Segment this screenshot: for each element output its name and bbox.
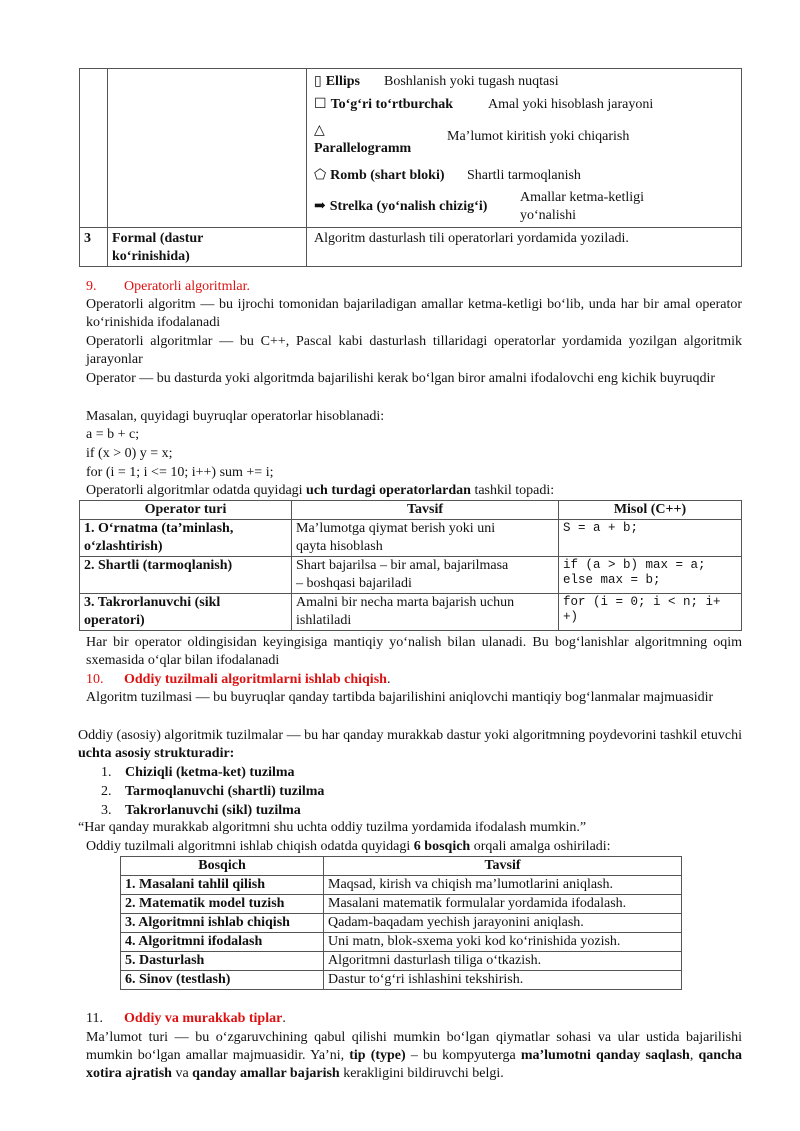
paragraph: Oddiy (asosiy) algoritmik tuzilmalar — bu har qanday murakkab dastur yoki algoritmning poydevorini tashkil etuvchi uchta asosiy strukturadir: <box>78 728 742 761</box>
paragraph: Operatorli algoritmlar odatda quyidagi uch turdagi operatorlardan tashkil topadi: <box>86 483 555 498</box>
shape-parallelogram: △ Parallelogramm Ma’lumot kiritish yoki chiqarish <box>314 123 630 156</box>
table-header-row: Operator turi Tavsif Misol (C++) <box>80 501 742 520</box>
shape-rectangle: ☐ To‘g‘ri to‘rtburchak Amal yoki hisoblash jarayoni <box>314 97 654 112</box>
table-row: 3. Algoritmni ishlab chiqish Qadam-baqadam yechish jarayonini aniqlash. <box>121 914 682 933</box>
table-row: 5. Dasturlash Algoritmni dasturlash tiliga o‘tkazish. <box>121 952 682 971</box>
structures-list <box>101 764 324 821</box>
shape-arrow: ➡ Strelka (yo‘nalish chizig‘i) Amallar ketma-ketligi yo‘nalishi <box>314 190 645 223</box>
section-10-heading: 10. Oddiy tuzilmali algoritmlarni ishlab chiqish. <box>86 672 391 687</box>
shape-ellips: ▯ Ellips Boshlanish yoki tugash nuqtasi <box>314 74 559 89</box>
code-line: a = b + c; <box>86 427 140 442</box>
code-line: if (x > 0) y = x; <box>86 446 173 461</box>
paragraph: Oddiy tuzilmali algoritmni ishlab chiqish odatda quyidagi 6 bosqich orqali amalga oshiriladi: <box>86 839 611 854</box>
paragraph: Masalan, quyidagi buyruqlar operatorlar hisoblanadi: <box>86 409 385 424</box>
flowchart-shapes-table <box>79 68 742 267</box>
table-row: 1. Masalani tahlil qilish Maqsad, kirish va chiqish ma’lumotlarini aniqlash. <box>121 876 682 895</box>
arrow-right-icon: ➡ <box>314 199 326 214</box>
table-row: 6. Sinov (testlash) Dastur to‘g‘ri ishlashini tekshirish. <box>121 971 682 990</box>
steps-table <box>120 856 682 990</box>
quote: “Har qanday murakkab algoritmni shu uchta oddiy tuzilma yordamida ifodalash mumkin.” <box>78 820 587 835</box>
paragraph: Operatorli algoritmlar — bu C++, Pascal kabi dasturlash tillaridagi operatorlar yordamida yozilgan algoritmik jarayonlar <box>86 334 742 367</box>
section-9-heading: 9. Operatorli algoritmlar. <box>86 279 250 294</box>
operator-types-table <box>79 500 742 631</box>
paragraph: Operator — bu dasturda yoki algoritmda bajarilishi kerak bo‘lgan biror amalni ifodalovchi eng kichik buyruqdir <box>86 371 716 386</box>
ellipse-icon: ▯ <box>314 74 322 89</box>
table-row: 2. Matematik model tuzish Masalani matematik formulalar yordamida ifodalash. <box>121 895 682 914</box>
paragraph: Operatorli algoritm — bu ijrochi tomonidan bajariladigan amallar ketma-ketligi bo‘lib, unda har bir amal operator ko‘rinishida ifodalanadi <box>86 297 742 330</box>
table-row: 3 Formal (dastur ko‘rinishida) Algoritm dasturlash tili operatorlari yordamida yoziladi. <box>80 228 742 267</box>
list-item: 1. Chiziqli (ketma-ket) tuzilma <box>101 765 295 780</box>
section-11-heading: 11. Oddiy va murakkab tiplar. <box>86 1011 286 1026</box>
table-row: 1. O‘rnatma (ta’minlash, o‘zlashtirish) Ma’lumotga qiymat berish yoki uni qayta hisoblash S = a + b; <box>80 520 742 557</box>
triangle-icon: △ <box>314 123 325 138</box>
list-item: 2. Tarmoqlanuvchi (shartli) tuzilma <box>101 784 325 799</box>
table-row: 4. Algoritmni ifodalash Uni matn, blok-sxema yoki kod ko‘rinishida yozish. <box>121 933 682 952</box>
table-header-row: Bosqich Tavsif <box>121 857 682 876</box>
shape-romb: ⬠ Romb (shart bloki) Shartli tarmoqlanish <box>314 168 581 183</box>
paragraph: Ma’lumot turi — bu o‘zgaruvchining qabul qilishi mumkin bo‘lgan qiymatlar sohasi va ular ustida bajarilishi mumkin bo‘lgan amallar majmuasidir. Ya’ni, tip (type) – bu kompyuterga ma’lumotni qanday saqlash, qancha xotira ajratish va qanday amallar bajarish kerakligini bildiruvchi belgi. <box>86 1030 743 1081</box>
paragraph: Algoritm tuzilmasi — bu buyruqlar qanday tartibda bajarilishini aniqlovchi mantiqiy bog‘lanmalar majmuasidir <box>86 690 714 705</box>
paragraph: Har bir operator oldingisidan keyingisiga mantiqiy yo‘nalish bilan ulanadi. Bu bog‘lanishlar algoritmning oqim sxemasida o‘qlar bilan ifodalanadi <box>86 635 742 668</box>
pentagon-icon: ⬠ <box>314 168 327 183</box>
rectangle-icon: ☐ <box>314 97 327 112</box>
code-line: for (i = 1; i <= 10; i++) sum += i; <box>86 465 274 480</box>
list-item: 3. Takrorlanuvchi (sikl) tuzilma <box>101 803 301 818</box>
table-row: 3. Takrorlanuvchi (sikl operatori) Amalni bir necha marta bajarish uchun ishlatiladi for (i = 0; i < n; i+ +) <box>80 594 742 631</box>
table-row: 2. Shartli (tarmoqlanish) Shart bajarilsa – bir amal, bajarilmasa – boshqasi bajariladi if (a > b) max = a; else max = b; <box>80 557 742 594</box>
